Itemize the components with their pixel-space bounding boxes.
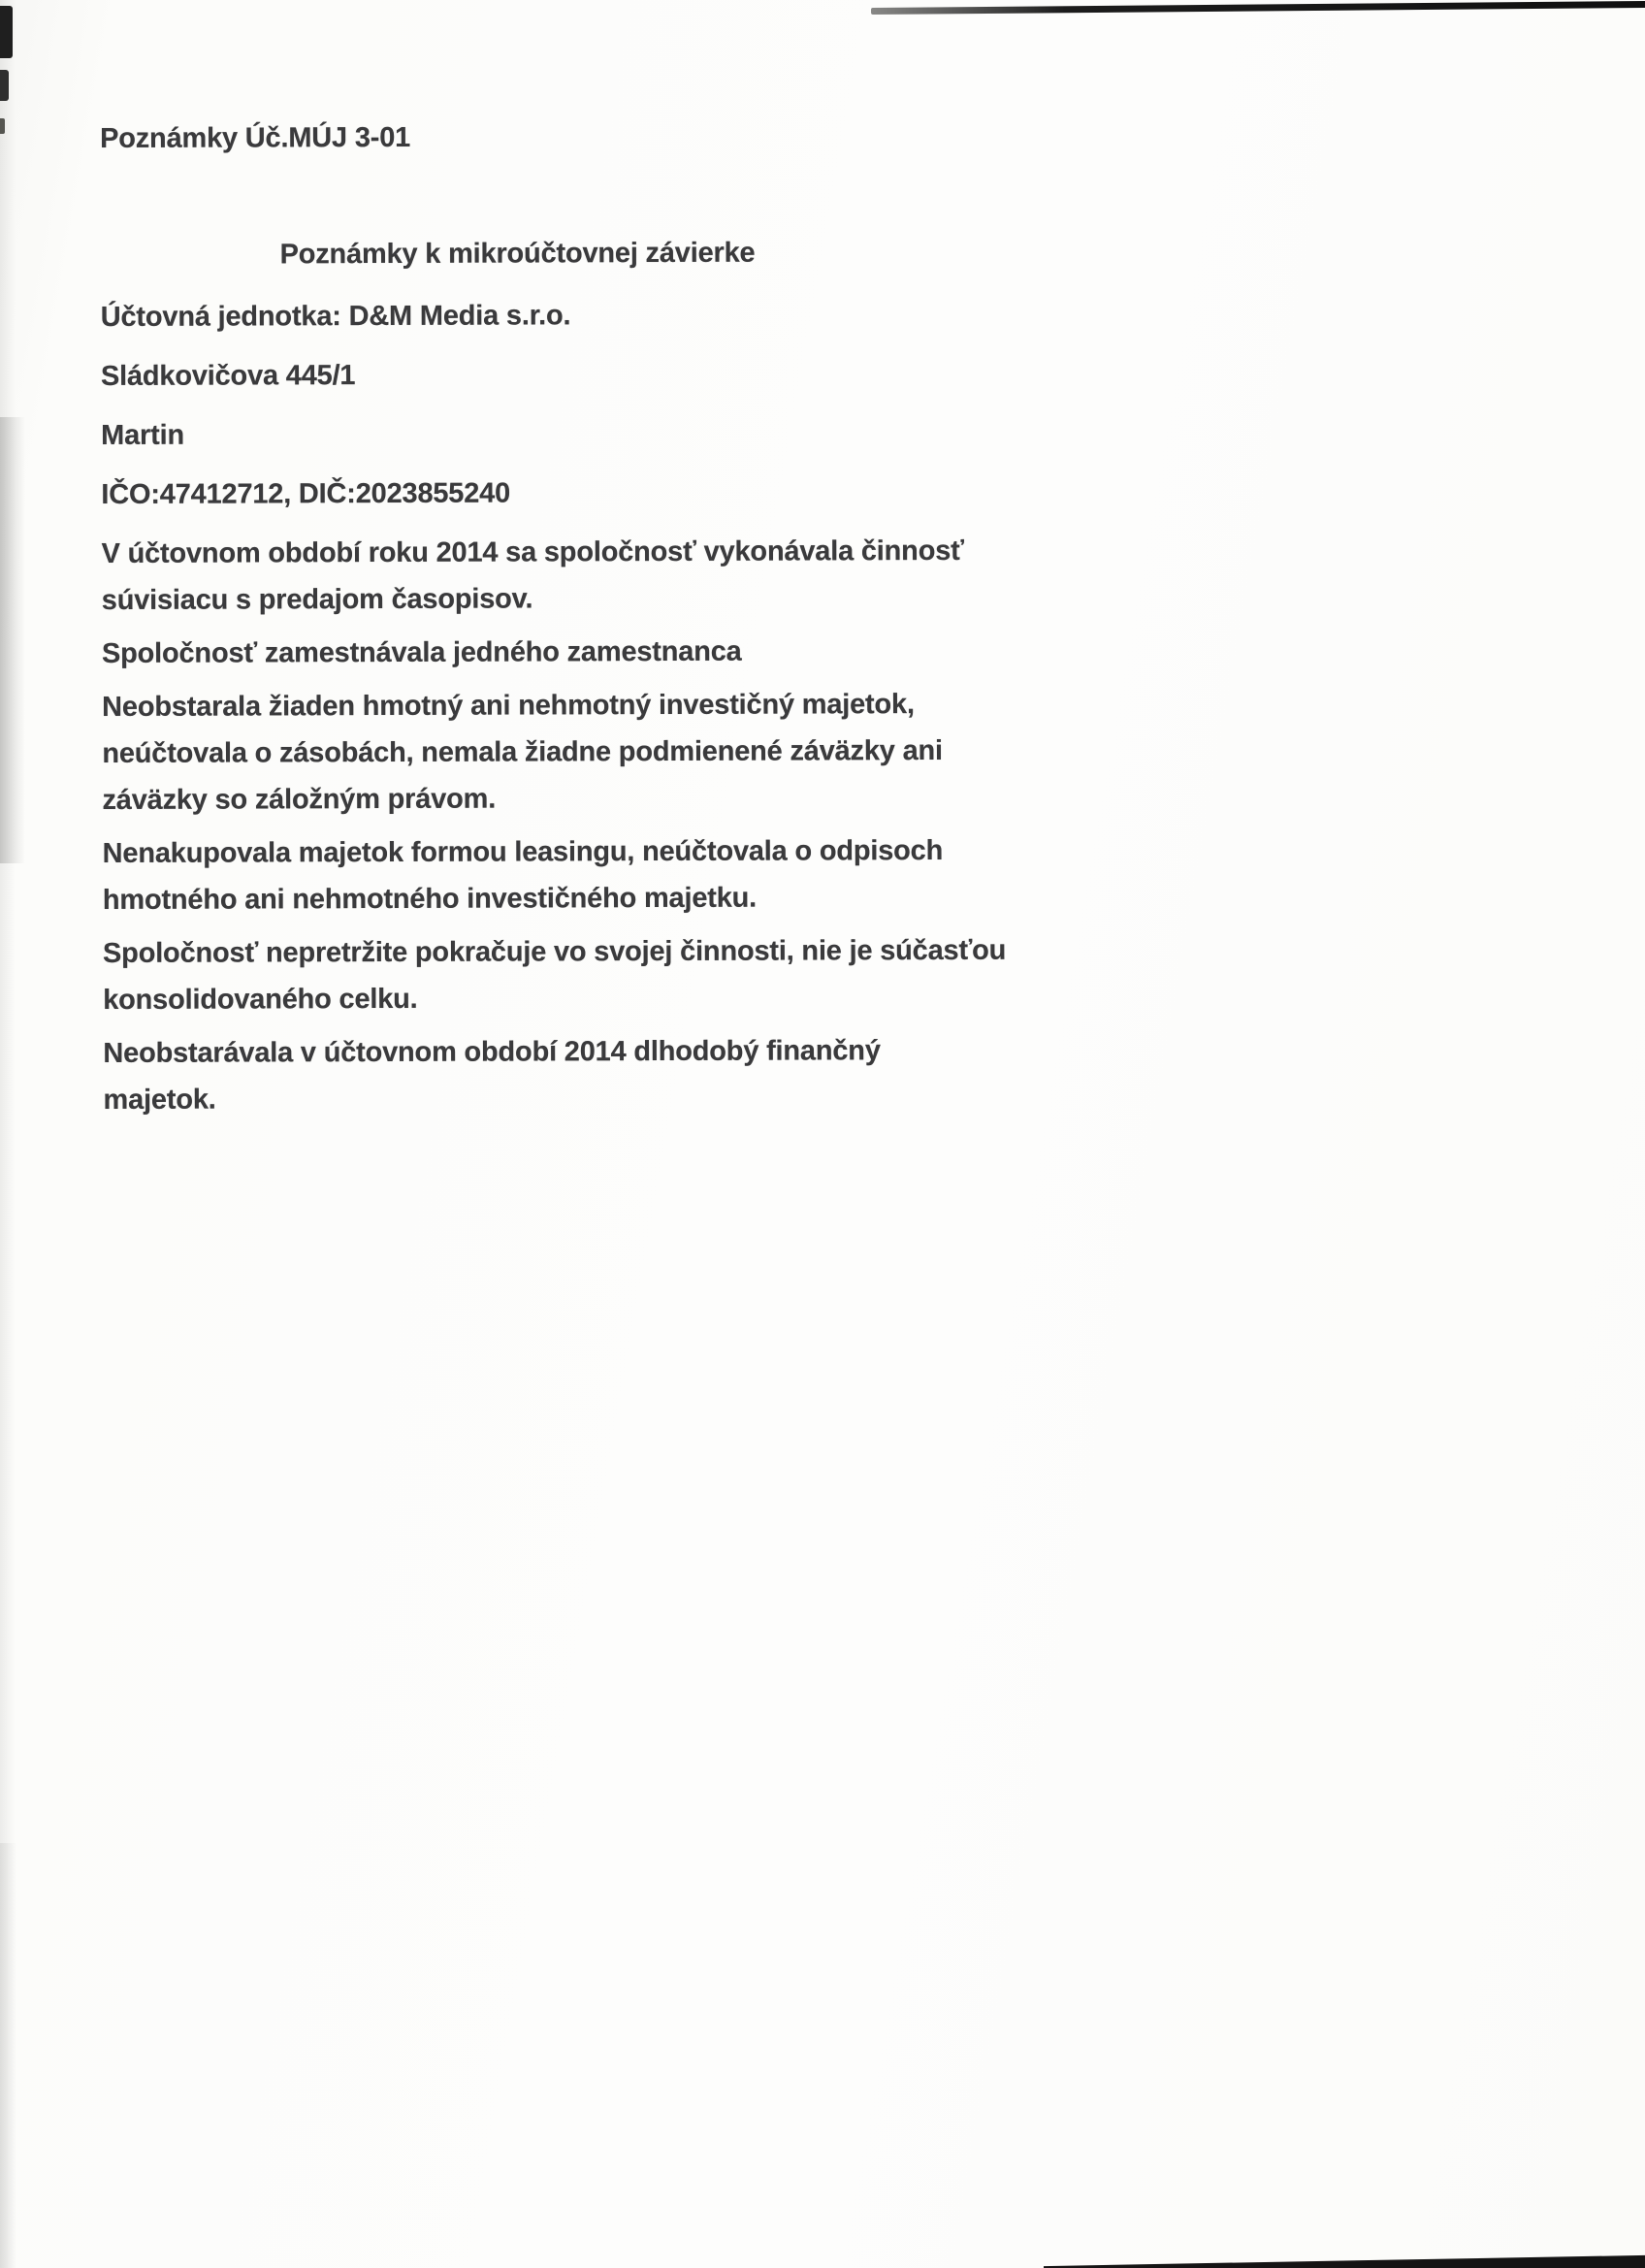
scan-mark-top-left-3 — [0, 118, 5, 134]
paragraph-line: majetok. — [103, 1084, 216, 1116]
scan-left-shadow — [0, 417, 25, 863]
paragraph-line: súvisiacu s predajom časopisov. — [101, 583, 533, 616]
form-code: Poznámky Úč.MÚJ 3-01 — [100, 121, 411, 154]
entity-ids-line: IČO:47412712, DIČ:2023855240 — [101, 477, 511, 510]
document-content — [100, 116, 1007, 1130]
entity-block — [101, 291, 975, 518]
paragraph-leasing — [103, 827, 976, 923]
document-title: Poznámky k mikroúčtovnej závierke — [279, 237, 756, 271]
entity-street-line: Sládkovičova 445/1 — [100, 360, 356, 392]
paragraph-line: záväzky so záložným právom. — [102, 783, 497, 816]
paragraph-line: Neobstarávala v účtovnom období 2014 dlhodobý finančný — [103, 1035, 881, 1069]
entity-name-line: Účtovná jednotka: D&M Media s.r.o. — [100, 300, 571, 333]
paragraph-line: V účtovnom období roku 2014 sa spoločnosť vykonávala činnosť — [101, 535, 964, 569]
entity-city-line: Martin — [101, 419, 185, 451]
scan-edge-line-bottom — [1044, 2252, 1645, 2268]
scan-mark-top-left-1 — [0, 6, 13, 58]
paragraph-line: Spoločnosť nepretržite pokračuje vo svojej činnosti, nie je súčasťou — [102, 934, 1007, 969]
paragraph-assets — [102, 681, 975, 824]
paragraph-line: hmotného ani nehmotného investičného majetku. — [102, 882, 758, 916]
scan-edge-line-top — [871, 1, 1645, 15]
paragraph-line: Spoločnosť zamestnávala jedného zamestnanca — [101, 635, 742, 669]
paragraph-line: Nenakupovala majetok formou leasingu, neúčtovala o odpisoch — [102, 834, 944, 869]
paragraph-activity — [101, 528, 974, 624]
scan-mark-top-left-2 — [0, 70, 9, 101]
paragraph-line: konsolidovaného celku. — [103, 983, 418, 1016]
paragraph-line: Neobstarala žiaden hmotný ani nehmotný investičný majetok, — [102, 689, 915, 723]
paragraph-line: neúčtovala o zásobách, nemala žiadne podmienené záväzky ani — [102, 734, 943, 769]
paragraph-employees — [102, 628, 975, 677]
scan-left-shadow-lower — [0, 1843, 17, 2268]
paragraph-going-concern — [102, 927, 1007, 1023]
paragraph-financial-assets — [103, 1027, 976, 1123]
